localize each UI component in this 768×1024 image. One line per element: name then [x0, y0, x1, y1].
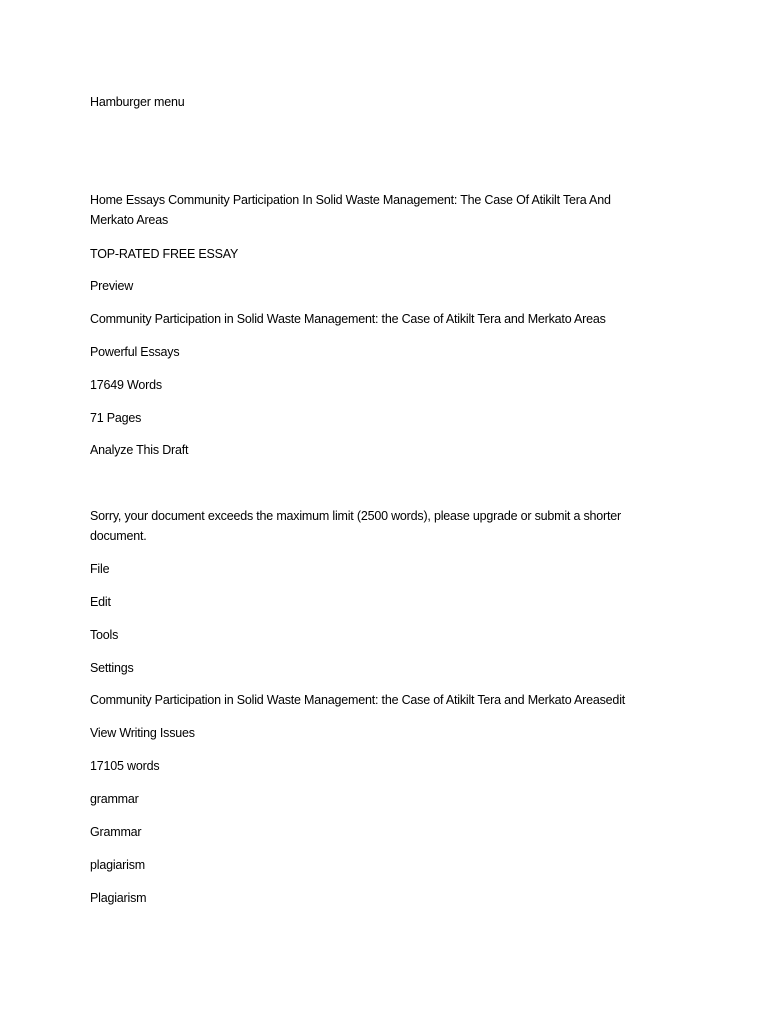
breadcrumb: Home Essays Community Participation In Solid Waste Management: The Case Of Atikilt Tera And Merkato Areas	[90, 193, 611, 227]
limit-warning-message: Sorry, your document exceeds the maximum limit (2500 words), please upgrade or submit a shorter document.	[90, 509, 622, 543]
top-rated-badge: TOP-RATED FREE ESSAY	[90, 247, 239, 261]
menu-file[interactable]: File	[90, 562, 110, 576]
essay-page-count: 71 Pages	[90, 411, 142, 425]
essay-category: Powerful Essays	[90, 345, 180, 359]
menu-edit[interactable]: Edit	[90, 595, 111, 609]
essay-word-count: 17649 Words	[90, 378, 162, 392]
grammar-check-button[interactable]: Grammar	[90, 825, 142, 839]
document-word-count: 17105 words	[90, 759, 160, 773]
analyze-draft-button[interactable]: Analyze This Draft	[90, 443, 189, 457]
document-title-edit[interactable]: Community Participation in Solid Waste Management: the Case of Atikilt Tera and Merkato Areasedit	[90, 693, 626, 707]
plagiarism-check-button[interactable]: Plagiarism	[90, 891, 147, 905]
view-writing-issues-button[interactable]: View Writing Issues	[90, 726, 195, 740]
essay-title: Community Participation in Solid Waste Management: the Case of Atikilt Tera and Merkato Areas	[90, 312, 606, 326]
grammar-icon: grammar	[90, 792, 139, 806]
preview-tab[interactable]: Preview	[90, 279, 134, 293]
hamburger-menu-button[interactable]: Hamburger menu	[90, 95, 185, 109]
menu-settings[interactable]: Settings	[90, 661, 134, 675]
menu-tools[interactable]: Tools	[90, 628, 119, 642]
plagiarism-icon: plagiarism	[90, 858, 145, 872]
